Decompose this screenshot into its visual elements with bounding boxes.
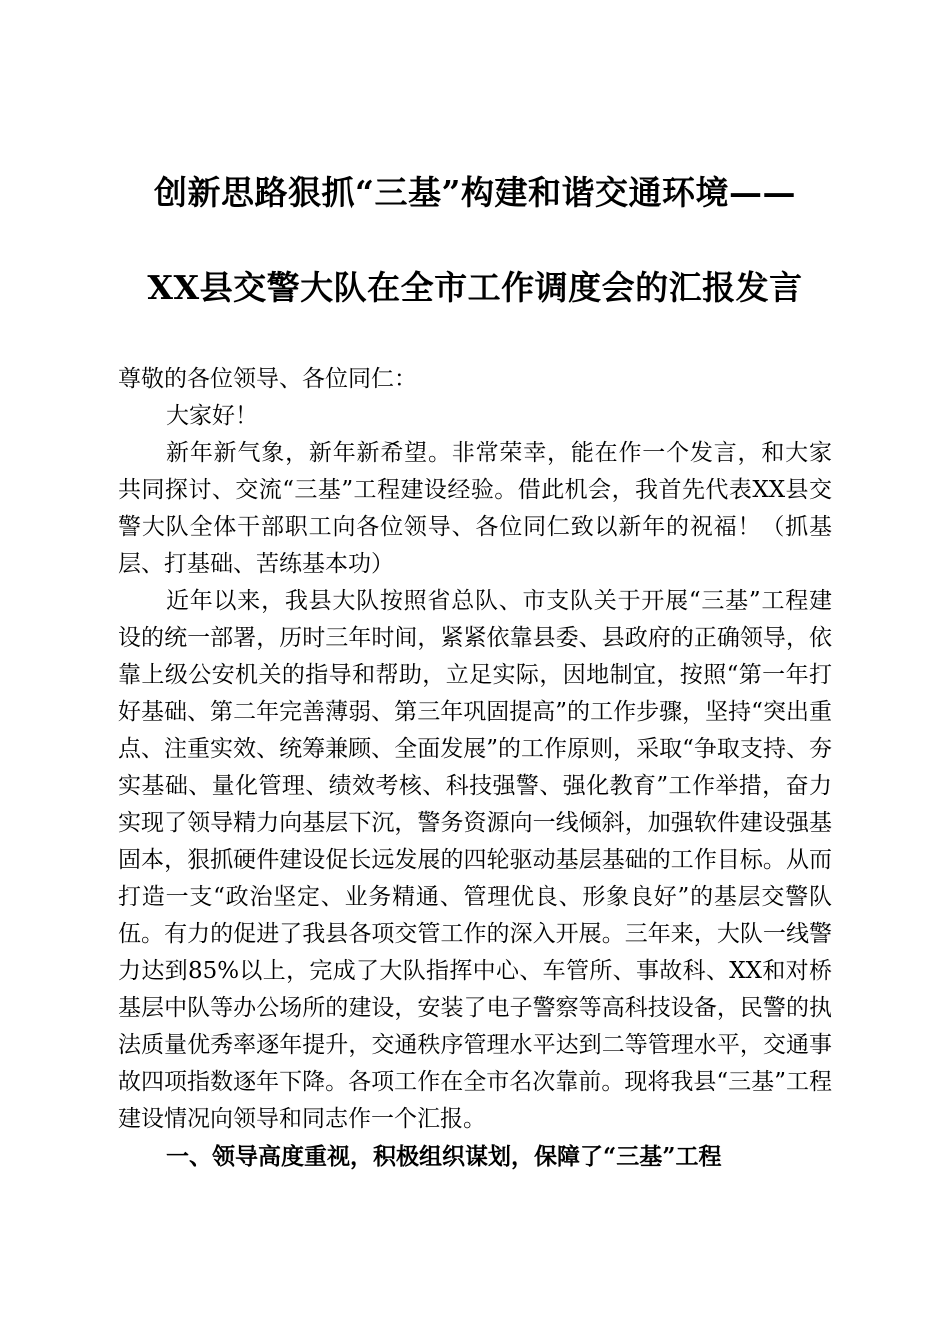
section-heading: 一、领导高度重视，积极组织谋划，保障了“三基”工程 xyxy=(166,1143,722,1170)
greeting: 大家好！ xyxy=(166,403,258,429)
document-body xyxy=(118,361,832,1175)
document-title-line-2: XX县交警大队在全市工作调度会的汇报发言 xyxy=(147,268,803,307)
salutation: 尊敬的各位领导、各位同仁： xyxy=(118,366,417,392)
document-title-line-1: 创新思路狠抓“三基”构建和谐交通环境—— xyxy=(154,173,796,212)
body-paragraph: 近年以来，我县大队按照省总队、市支队关于开展“三基”工程建设的统一部署，历时三年时间，紧紧依靠县委、县政府的正确领导，依靠上级公安机关的指导和帮助，立足实际，因地制宜，按照“第一年打好基础、第二年完善薄弱、第三年巩固提高”的工作步骤，坚持“突出重点、注重实效、统筹兼顾、全面发展”的工作原则，采取“争取支持、夯实基础、量化管理、绩效考核、科技强警、强化教育”工作举措，奋力实现了领导精力向基层下沉，警务资源向一线倾斜，加强软件建设强基固本，狠抓硬件建设促长远发展的四轮驱动基层基础的工作目标。从而打造一支“政治坚定、业务精通、管理优良、形象良好”的基层交警队伍。有力的促进了我县各项交管工作的深入开展。三年来，大队一线警力达到85%以上，完成了大队指挥中心、车管所、事故科、XX和对桥基层中队等办公场所的建设，安装了电子警察等高科技设备，民警的执法质量优秀率逐年提升，交通秩序管理水平达到二等管理水平，交通事故四项指数逐年下降。各项工作在全市名次靠前。现将我县“三基”工程建设情况向领导和同志作一个汇报。 xyxy=(118,588,832,1132)
body-paragraph: 新年新气象，新年新希望。非常荣幸，能在作一个发言，和大家共同探讨、交流“三基”工程建设经验。借此机会，我首先代表XX县交警大队全体干部职工向各位领导、各位同仁致以新年的祝福！（抓基层、打基础、苦练基本功） xyxy=(118,440,832,577)
